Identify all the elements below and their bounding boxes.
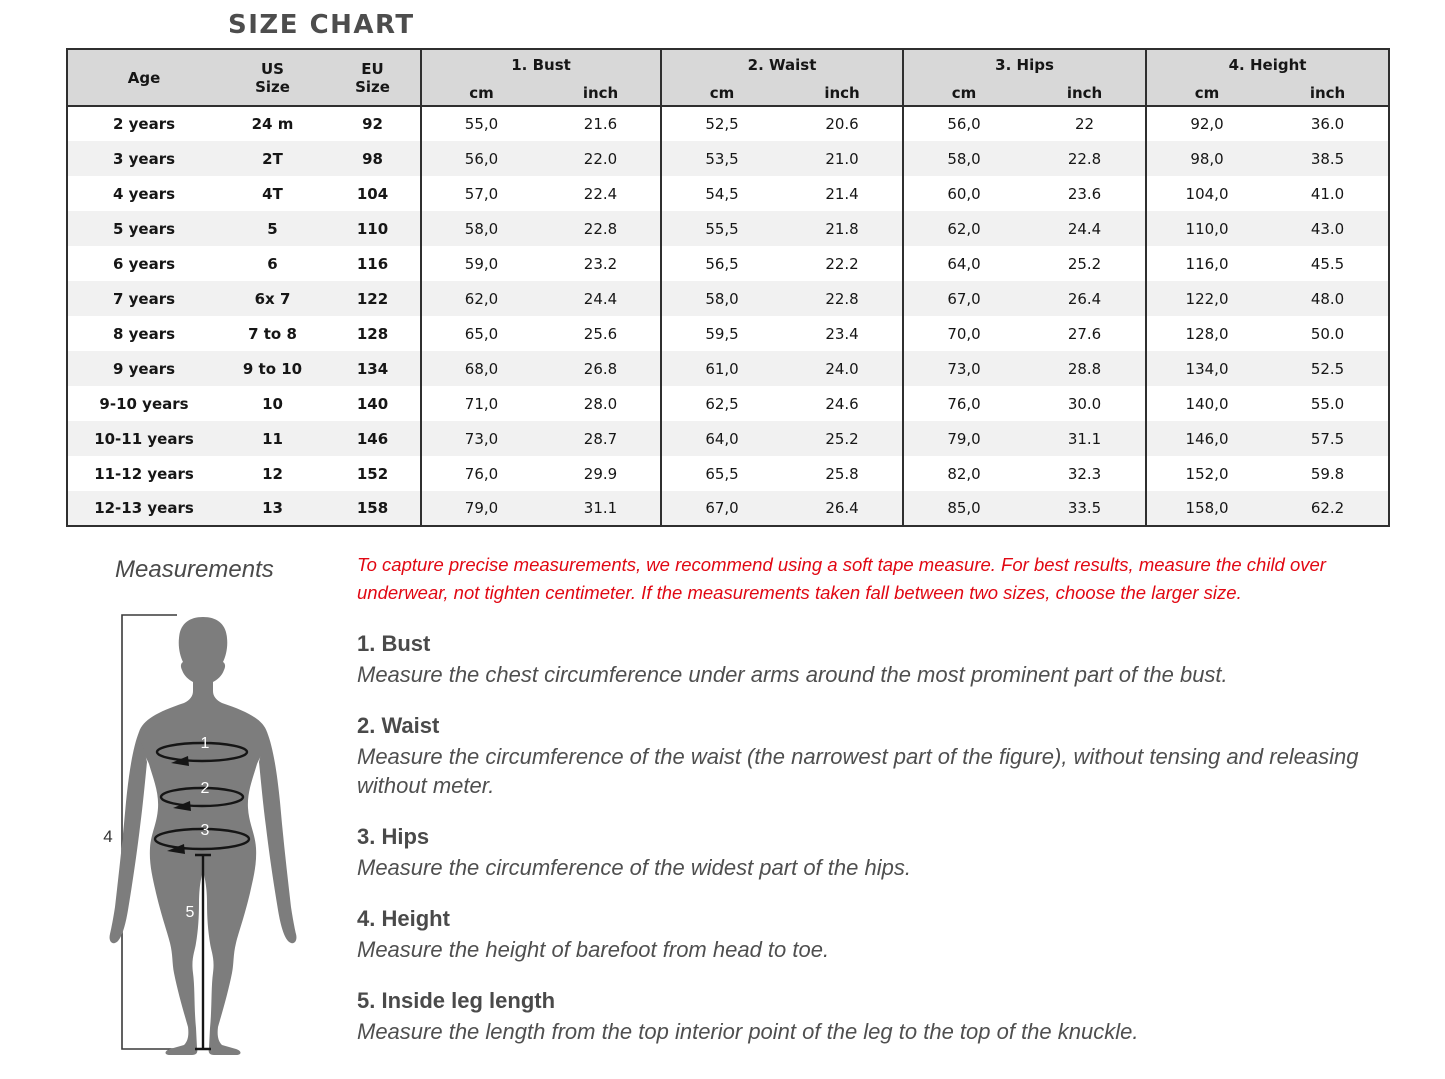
right-arm <box>259 732 296 943</box>
col-header-eu-size: EU Size <box>325 49 421 106</box>
table-cell: 58,0 <box>421 211 541 246</box>
table-cell: 22.8 <box>825 289 859 308</box>
table-cell: 22.8 <box>583 219 618 238</box>
table-row <box>67 351 1389 386</box>
table-cell: 21.0 <box>825 149 859 168</box>
table-cell: 61,0 <box>661 351 782 386</box>
subheader-waist-cm: cm <box>661 80 782 106</box>
instruction-body: Measure the chest circumference under arms around the most prominent part of the bust. <box>357 662 1228 687</box>
table-cell: 71,0 <box>421 386 541 421</box>
table-row <box>67 316 1389 351</box>
instruction-heading: 3. Hips <box>357 824 430 849</box>
table-cell: 22.0 <box>583 149 618 168</box>
table-cell: 4T <box>262 184 283 203</box>
table-cell: 140,0 <box>1146 386 1267 421</box>
table-cell: 73,0 <box>903 351 1024 386</box>
subheader-height-inch: inch <box>1267 80 1389 106</box>
table-cell: 110,0 <box>1146 211 1267 246</box>
table-cell: 52,5 <box>661 106 782 141</box>
table-cell: 21.4 <box>825 184 859 203</box>
table-cell: 6 years <box>112 254 176 273</box>
table-cell: 146 <box>356 429 389 448</box>
table-cell: 56,0 <box>421 141 541 176</box>
table-cell: 11-12 years <box>94 464 194 483</box>
table-cell: 116 <box>356 254 389 273</box>
table-cell: 25.2 <box>825 429 859 448</box>
table-cell: 22 <box>1074 115 1095 133</box>
table-cell: 134 <box>356 359 389 378</box>
table-cell: 11 <box>262 429 283 448</box>
table-cell: 76,0 <box>903 386 1024 421</box>
subheader-hips-inch: inch <box>1024 80 1146 106</box>
col-header-hips: 3. Hips <box>903 49 1146 80</box>
table-cell: 67,0 <box>661 491 782 526</box>
table-cell: 22.2 <box>825 254 859 273</box>
table-cell: 6 <box>267 254 278 273</box>
table-cell: 128,0 <box>1146 316 1267 351</box>
table-cell: 12 <box>262 464 283 483</box>
table-cell: 2T <box>262 149 283 168</box>
table-cell: 41.0 <box>1310 184 1345 203</box>
table-row <box>67 421 1389 456</box>
table-cell: 55,5 <box>661 211 782 246</box>
table-cell: 79,0 <box>421 491 541 526</box>
col-header-height: 4. Height <box>1146 49 1389 80</box>
body-measurement-diagram <box>95 612 335 1062</box>
table-cell: 65,0 <box>421 316 541 351</box>
table-row <box>67 281 1389 316</box>
table-cell: 85,0 <box>903 491 1024 526</box>
table-row <box>67 106 1389 141</box>
table-cell: 28.8 <box>1067 359 1102 378</box>
table-cell: 62,0 <box>903 211 1024 246</box>
table-cell: 58,0 <box>661 281 782 316</box>
table-cell: 21.6 <box>583 115 618 133</box>
table-cell: 22.8 <box>1067 149 1102 168</box>
col-header-bust: 1. Bust <box>421 49 661 80</box>
table-cell: 62,5 <box>661 386 782 421</box>
table-cell: 7 years <box>112 289 176 308</box>
figure-label-waist: 2 <box>200 780 210 797</box>
col-header-us-size: US Size <box>220 49 325 106</box>
table-cell: 55.0 <box>1310 394 1345 413</box>
instruction-heading: 2. Waist <box>357 713 440 738</box>
table-cell: 31.1 <box>1067 429 1102 448</box>
table-cell: 56,0 <box>903 106 1024 141</box>
table-cell: 64,0 <box>903 246 1024 281</box>
table-cell: 9 to 10 <box>242 359 303 378</box>
page-title: SIZE CHART <box>228 10 415 40</box>
table-cell: 48.0 <box>1310 289 1345 308</box>
table-cell: 134,0 <box>1146 351 1267 386</box>
subheader-hips-cm: cm <box>903 80 1024 106</box>
table-cell: 92,0 <box>1146 106 1267 141</box>
table-cell: 10 <box>262 394 283 413</box>
table-cell: 62,0 <box>421 281 541 316</box>
table-cell: 38.5 <box>1310 149 1345 168</box>
table-cell: 29.9 <box>583 464 618 483</box>
table-row <box>67 246 1389 281</box>
table-cell: 23.4 <box>825 324 859 343</box>
measurement-note: To capture precise measurements, we recommend using a soft tape measure. For best results, measure the child over underwear, not tighten centimeter. If the measurements taken fall between two sizes, choose the larger size. <box>357 554 1326 603</box>
table-cell: 27.6 <box>1067 324 1102 343</box>
instruction-sections <box>357 631 1377 1070</box>
table-cell: 65,5 <box>661 456 782 491</box>
table-cell: 146,0 <box>1146 421 1267 456</box>
table-cell: 4 years <box>112 184 176 203</box>
table-cell: 22.4 <box>583 184 618 203</box>
figure-label-bust: 1 <box>200 735 210 752</box>
table-cell: 59,5 <box>661 316 782 351</box>
instruction-section <box>357 713 1377 800</box>
table-cell: 58,0 <box>903 141 1024 176</box>
table-cell: 6x 7 <box>254 289 291 308</box>
table-cell: 54,5 <box>661 176 782 211</box>
table-header <box>67 49 1389 106</box>
table-row <box>67 141 1389 176</box>
col-header-waist: 2. Waist <box>661 49 903 80</box>
table-cell: 33.5 <box>1067 499 1102 517</box>
instruction-body: Measure the circumference of the waist (the narrowest part of the figure), without tensing and releasing without meter. <box>357 744 1359 798</box>
size-table-body <box>67 106 1389 526</box>
table-row <box>67 211 1389 246</box>
size-chart-table <box>66 48 1390 527</box>
table-cell: 76,0 <box>421 456 541 491</box>
table-cell: 68,0 <box>421 351 541 386</box>
table-cell: 92 <box>362 115 383 133</box>
figure-label-inside-leg: 5 <box>185 904 195 921</box>
table-cell: 26.8 <box>583 359 618 378</box>
instruction-section <box>357 824 1377 882</box>
table-cell: 116,0 <box>1146 246 1267 281</box>
table-row <box>67 456 1389 491</box>
instruction-heading: 5. Inside leg length <box>357 988 556 1013</box>
table-cell: 73,0 <box>421 421 541 456</box>
table-cell: 104 <box>356 184 389 203</box>
instruction-body: Measure the circumference of the widest part of the hips. <box>357 855 911 880</box>
subheader-height-cm: cm <box>1146 80 1267 106</box>
instruction-heading: 4. Height <box>357 906 450 931</box>
table-cell: 53,5 <box>661 141 782 176</box>
table-cell: 21.8 <box>825 219 859 238</box>
table-cell: 25.8 <box>825 464 859 483</box>
table-row <box>67 386 1389 421</box>
table-cell: 31.1 <box>583 499 618 517</box>
table-cell: 28.7 <box>583 429 618 448</box>
table-cell: 59.8 <box>1310 464 1345 483</box>
subheader-bust-cm: cm <box>421 80 541 106</box>
table-cell: 25.6 <box>583 324 618 343</box>
table-cell: 24.4 <box>583 289 618 308</box>
instruction-section <box>357 631 1377 689</box>
table-cell: 28.0 <box>583 394 618 413</box>
left-arm <box>110 732 147 943</box>
table-cell: 60,0 <box>903 176 1024 211</box>
table-cell: 9-10 years <box>99 394 189 413</box>
table-cell: 98,0 <box>1146 141 1267 176</box>
table-cell: 24.0 <box>825 359 859 378</box>
instruction-body: Measure the height of barefoot from head to toe. <box>357 937 830 962</box>
table-cell: 50.0 <box>1310 324 1345 343</box>
figure-label-height: 4 <box>103 827 113 846</box>
table-cell: 23.6 <box>1067 184 1102 203</box>
table-cell: 152,0 <box>1146 456 1267 491</box>
table-cell: 67,0 <box>903 281 1024 316</box>
instruction-body: Measure the length from the top interior point of the leg to the top of the knuckle. <box>357 1019 1139 1044</box>
table-cell: 70,0 <box>903 316 1024 351</box>
table-cell: 62.2 <box>1310 499 1345 517</box>
table-cell: 55,0 <box>421 106 541 141</box>
table-row <box>67 176 1389 211</box>
table-cell: 26.4 <box>1067 289 1102 308</box>
table-cell: 13 <box>262 499 283 517</box>
table-cell: 2 years <box>112 115 176 133</box>
subheader-waist-inch: inch <box>782 80 903 106</box>
table-cell: 12-13 years <box>94 499 194 517</box>
table-cell: 98 <box>362 149 383 168</box>
table-cell: 5 <box>267 219 278 238</box>
table-cell: 104,0 <box>1146 176 1267 211</box>
table-cell: 64,0 <box>661 421 782 456</box>
table-cell: 122 <box>356 289 389 308</box>
table-cell: 23.2 <box>583 254 618 273</box>
table-cell: 36.0 <box>1310 115 1345 133</box>
table-cell: 128 <box>356 324 389 343</box>
table-cell: 25.2 <box>1067 254 1102 273</box>
table-row <box>67 491 1389 526</box>
table-cell: 158,0 <box>1146 491 1267 526</box>
table-cell: 122,0 <box>1146 281 1267 316</box>
table-cell: 24.4 <box>1067 219 1102 238</box>
table-cell: 140 <box>356 394 389 413</box>
table-cell: 82,0 <box>903 456 1024 491</box>
col-header-age: Age <box>67 49 220 106</box>
table-cell: 24.6 <box>825 394 859 413</box>
table-cell: 5 years <box>112 219 176 238</box>
table-cell: 3 years <box>112 149 176 168</box>
table-cell: 8 years <box>112 324 176 343</box>
table-cell: 7 to 8 <box>248 324 297 343</box>
table-cell: 79,0 <box>903 421 1024 456</box>
table-cell: 57.5 <box>1310 429 1345 448</box>
table-cell: 30.0 <box>1067 394 1102 413</box>
table-cell: 152 <box>356 464 389 483</box>
table-cell: 57,0 <box>421 176 541 211</box>
table-cell: 45.5 <box>1310 254 1345 273</box>
table-cell: 158 <box>356 499 389 517</box>
table-cell: 52.5 <box>1310 359 1345 378</box>
instruction-section <box>357 906 1377 964</box>
table-cell: 10-11 years <box>94 429 194 448</box>
subheader-bust-inch: inch <box>541 80 661 106</box>
table-cell: 56,5 <box>661 246 782 281</box>
table-cell: 43.0 <box>1310 219 1345 238</box>
table-cell: 24 m <box>251 115 294 133</box>
instruction-section <box>357 988 1377 1046</box>
table-cell: 32.3 <box>1067 464 1102 483</box>
table-cell: 20.6 <box>825 115 859 133</box>
instruction-heading: 1. Bust <box>357 631 431 656</box>
table-cell: 59,0 <box>421 246 541 281</box>
measurements-label: Measurements <box>115 556 274 583</box>
table-cell: 9 years <box>112 359 176 378</box>
table-cell: 110 <box>356 219 389 238</box>
table-cell: 26.4 <box>825 499 859 517</box>
figure-label-hips: 3 <box>200 822 210 839</box>
